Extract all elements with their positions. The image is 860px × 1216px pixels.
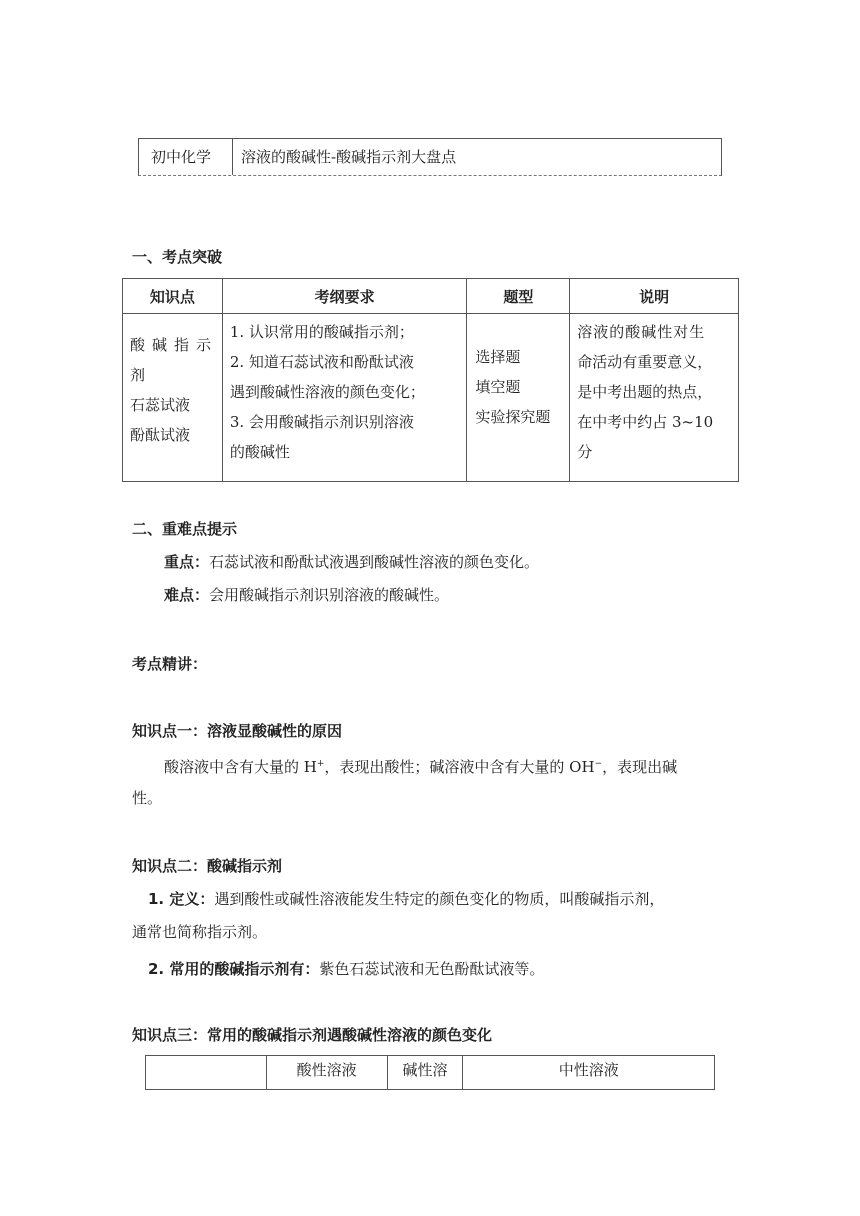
type-line: 填空题 — [475, 378, 521, 396]
type-line: 实验探究题 — [475, 408, 551, 426]
kp1-line2: 性。 — [132, 789, 163, 807]
knowledge-line: 酚酞试液 — [130, 426, 191, 444]
kp1-text-b: ，表现出酸性；碱溶液中含有大量的 OH — [324, 758, 595, 776]
col-header-knowledge: 知识点 — [123, 279, 223, 314]
basic-header: 碱性溶 — [387, 1056, 463, 1090]
kp2-definition-line2: 通常也简称指示剂。 — [132, 923, 268, 941]
requirement-line: 2. 知道石蕊试液和酚酞试液 — [229, 353, 414, 371]
col-header-notes: 说明 — [570, 279, 739, 314]
table-header-row — [123, 279, 739, 314]
header-subject: 初中化学 — [151, 148, 212, 166]
color-change-table — [145, 1055, 715, 1090]
col-header-type: 题型 — [467, 279, 570, 314]
blank-header-cell — [146, 1056, 267, 1090]
kp2-common-label: 2. 常用的酸碱指示剂有： — [148, 960, 320, 978]
types-cell — [467, 314, 570, 482]
difficulty-text: 会用酸碱指示剂识别溶液的酸碱性。 — [209, 586, 450, 604]
kp2-definition — [148, 884, 748, 914]
table-header-row — [146, 1056, 715, 1090]
exam-points-table — [122, 278, 739, 482]
kp1-text-a: 酸溶液中含有大量的 H — [164, 758, 317, 776]
knowledge-line: 酸碱指示 — [130, 336, 219, 354]
kp1-sup-plus: + — [316, 759, 325, 769]
note-line: 在中考中约占 3~10 — [577, 413, 714, 431]
kp1-text-c: ，表现出碱 — [602, 758, 678, 776]
difficulty-label: 难点： — [164, 586, 210, 604]
kp3-title: 知识点三：常用的酸碱指示剂遇酸碱性溶液的颜色变化 — [132, 1026, 493, 1044]
knowledge-line: 剂 — [130, 366, 146, 384]
kp2-common — [148, 954, 544, 984]
kp1-paragraph — [164, 749, 744, 782]
kp2-common-text: 紫色石蕊试液和无色酚酞试液等。 — [319, 960, 545, 978]
requirement-line: 的酸碱性 — [229, 443, 290, 461]
difficulty-paragraph — [164, 580, 449, 610]
type-line: 选择题 — [475, 348, 521, 366]
kp1-sup-minus: − — [594, 759, 603, 769]
note-line: 命活动有重要意义， — [577, 353, 713, 371]
kp2-definition-text: 遇到酸性或碱性溶液能发生特定的颜色变化的物质，叫酸碱指示剂， — [214, 890, 665, 908]
note-line: 溶液的酸碱性对生 — [577, 323, 706, 341]
section1-title: 一、考点突破 — [132, 248, 223, 266]
notes-cell — [570, 314, 739, 482]
acidic-header: 酸性溶液 — [266, 1056, 387, 1090]
section2-title: 二、重难点提示 — [132, 520, 238, 538]
kp2-title: 知识点二：酸碱指示剂 — [132, 857, 283, 875]
requirement-line: 1. 认识常用的酸碱指示剂； — [229, 323, 414, 341]
neutral-header: 中性溶液 — [463, 1056, 715, 1090]
key-point-label: 重点： — [164, 553, 210, 571]
kp1-title: 知识点一：溶液显酸碱性的原因 — [132, 722, 343, 740]
note-line: 是中考出题的热点， — [577, 383, 713, 401]
header-topic: 溶液的酸碱性-酸碱指示剂大盘点 — [241, 148, 457, 166]
knowledge-cell — [123, 314, 223, 482]
requirement-line: 3. 会用酸碱指示剂识别溶液 — [229, 413, 414, 431]
lecture-title: 考点精讲： — [132, 655, 208, 673]
kp2-definition-label: 1. 定义： — [148, 890, 215, 908]
requirement-line: 遇到酸碱性溶液的颜色变化； — [229, 383, 425, 401]
col-header-requirements: 考纲要求 — [222, 279, 467, 314]
key-point-paragraph — [164, 547, 539, 577]
header-box — [138, 138, 722, 176]
note-line: 分 — [577, 443, 593, 461]
table-row — [123, 314, 739, 482]
knowledge-line: 石蕊试液 — [130, 396, 191, 414]
key-point-text: 石蕊试液和酚酞试液遇到酸碱性溶液的颜色变化。 — [209, 553, 540, 571]
requirements-cell — [222, 314, 467, 482]
